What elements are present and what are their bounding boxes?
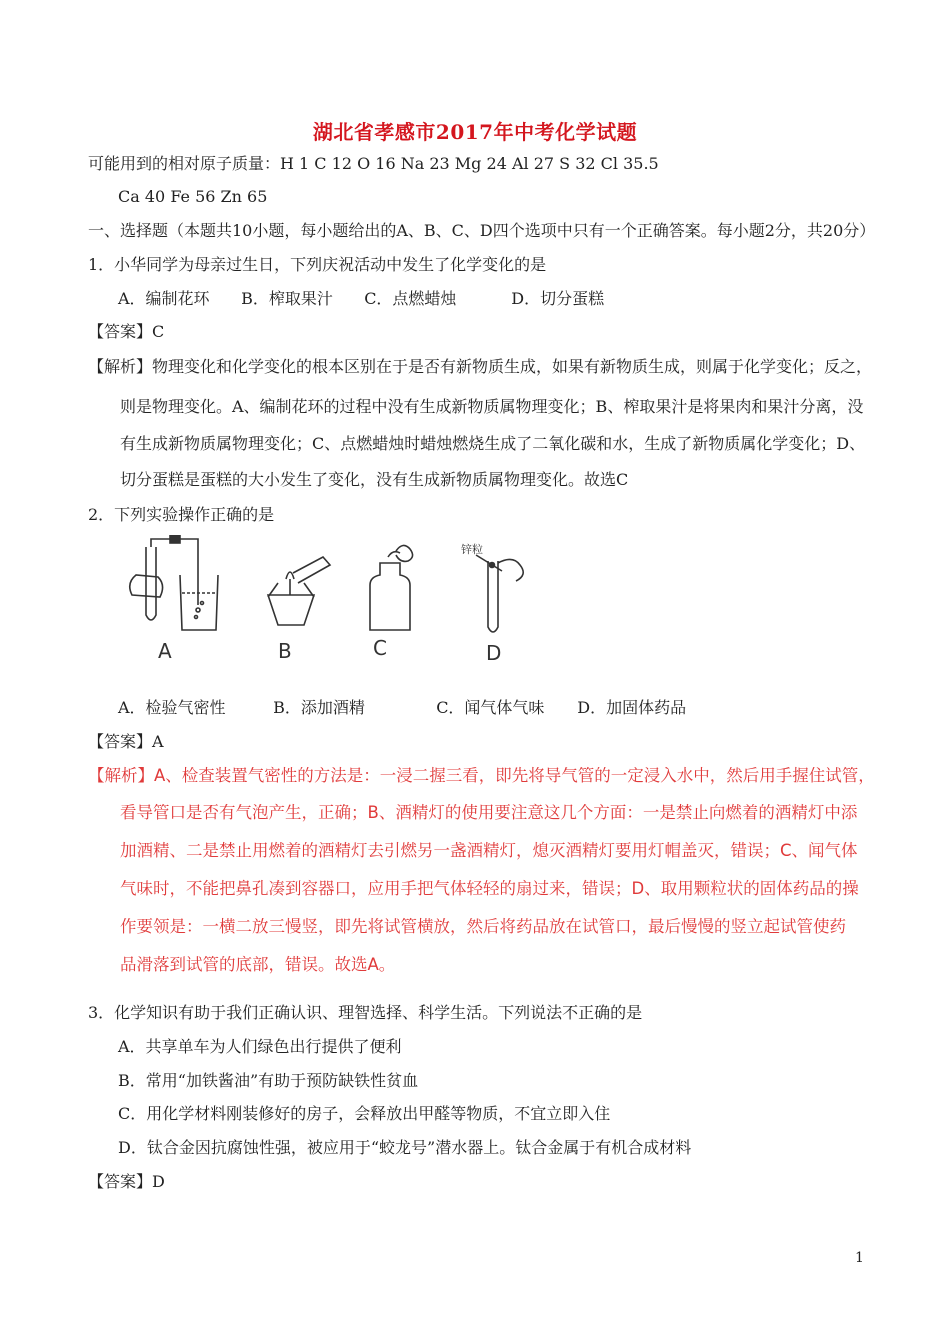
q1-option-b: B．榨取果汁: [241, 289, 333, 308]
q2-option-d: D．加固体药品: [577, 698, 687, 717]
q1-option-c: C．点燃蜡烛: [364, 289, 457, 308]
atomic-masses-line-2: Ca 40 Fe 56 Zn 65: [118, 187, 268, 206]
section-heading: 一、选择题（本题共10小题，每小题给出的A、B、C、D四个选项中只有一个正确答案。每小题2分，共20分）: [88, 221, 876, 240]
figure-b-adding-alcohol: [268, 557, 330, 625]
q2-option-a: A．检验气密性: [118, 698, 226, 717]
q1-question: 1．小华同学为母亲过生日，下列庆祝活动中发生了化学变化的是: [88, 255, 547, 274]
q3-option-a: A．共享单车为人们绿色出行提供了便利: [118, 1037, 402, 1056]
page-number: 1: [855, 1250, 864, 1266]
q2-answer: 【答案】A: [88, 732, 164, 751]
q1-option-d: D．切分蛋糕: [511, 289, 605, 308]
q1-analysis-line: 则是物理变化。A、编制花环的过程中没有生成新物质属物理变化；B、榨取果汁是将果肉和果汁分离，没: [120, 397, 864, 416]
q2-analysis-line: 看导管口是否有气泡产生，正确；B、酒精灯的使用要注意这几个方面：一是禁止向燃着的酒精灯中添: [120, 803, 858, 822]
q1-answer: 【答案】C: [88, 322, 165, 341]
atomic-masses-line-1: 可能用到的相对原子质量：H 1 C 12 O 16 Na 23 Mg 24 Al 27 S 32 Cl 35.5: [88, 154, 659, 173]
page-title: 湖北省孝感市2017年中考化学试题: [312, 120, 638, 144]
figure-label-a: A: [158, 639, 172, 663]
q2-option-c: C．闻气体气味: [436, 698, 545, 717]
q3-question: 3．化学知识有助于我们正确认识、理智选择、科学生活。下列说法不正确的是: [88, 1003, 643, 1022]
q1-analysis-line: 切分蛋糕是蛋糕的大小发生了变化，没有生成新物质属物理变化。故选C: [120, 470, 629, 489]
q2-options: [118, 698, 686, 718]
q2-question: 2．下列实验操作正确的是: [88, 505, 275, 524]
figure-a-gas-tightness-check: [130, 535, 218, 630]
q2-analysis-line: 品滑落到试管的底部，错误。故选A。: [120, 955, 396, 974]
zinc-granule-label: 锌粒: [461, 543, 483, 556]
q2-analysis-line: 加酒精、二是禁止用燃着的酒精灯去引燃另一盏酒精灯，熄灭酒精灯要用灯帽盖灭，错误；C、闻气体: [120, 841, 858, 860]
lab-illustrations: [118, 535, 558, 665]
q3-option-c: C．用化学材料刚装修好的房子，会释放出甲醛等物质，不宜立即入住: [118, 1104, 611, 1123]
q3-option-b: B．常用“加铁酱油”有助于预防缺铁性贫血: [118, 1071, 419, 1090]
q1-analysis-line: 有生成新物质属物理变化；C、点燃蜡烛时蜡烛燃烧生成了二氧化碳和水，生成了新物质属化学变化；D、: [120, 434, 866, 453]
q1-options: [118, 289, 604, 309]
q1-option-a: A．编制花环: [118, 289, 210, 308]
figure-c-smelling-gas: [370, 545, 413, 630]
q3-answer: 【答案】D: [88, 1172, 165, 1191]
q2-analysis-line: 气味时，不能把鼻孔凑到容器口，应用手把气体轻轻的扇过来，错误；D、取用颗粒状的固体药品的操: [120, 879, 859, 898]
figure-label-b: B: [278, 639, 292, 663]
q2-analysis-line: 作要领是：一横二放三慢竖，即先将试管横放，然后将药品放在试管口，最后慢慢的竖立起试管使药: [120, 917, 846, 936]
q2-experiment-figure: [118, 535, 558, 665]
q3-option-d: D．钛合金因抗腐蚀性强，被应用于“蛟龙号”潜水器上。钛合金属于有机合成材料: [118, 1138, 692, 1157]
q2-option-b: B．添加酒精: [273, 698, 365, 717]
q2-analysis-line: 【解析】A、检查装置气密性的方法是：一浸二握三看，即先将导气管的一定浸入水中，然后用手握住试管，: [88, 766, 875, 785]
figure-label-c: C: [373, 636, 387, 660]
q1-analysis-line: 【解析】物理变化和化学变化的根本区别在于是否有新物质生成，如果有新物质生成，则属于化学变化；反之，: [88, 357, 873, 376]
figure-d-adding-solid: [476, 555, 523, 632]
figure-label-d: D: [486, 641, 502, 665]
